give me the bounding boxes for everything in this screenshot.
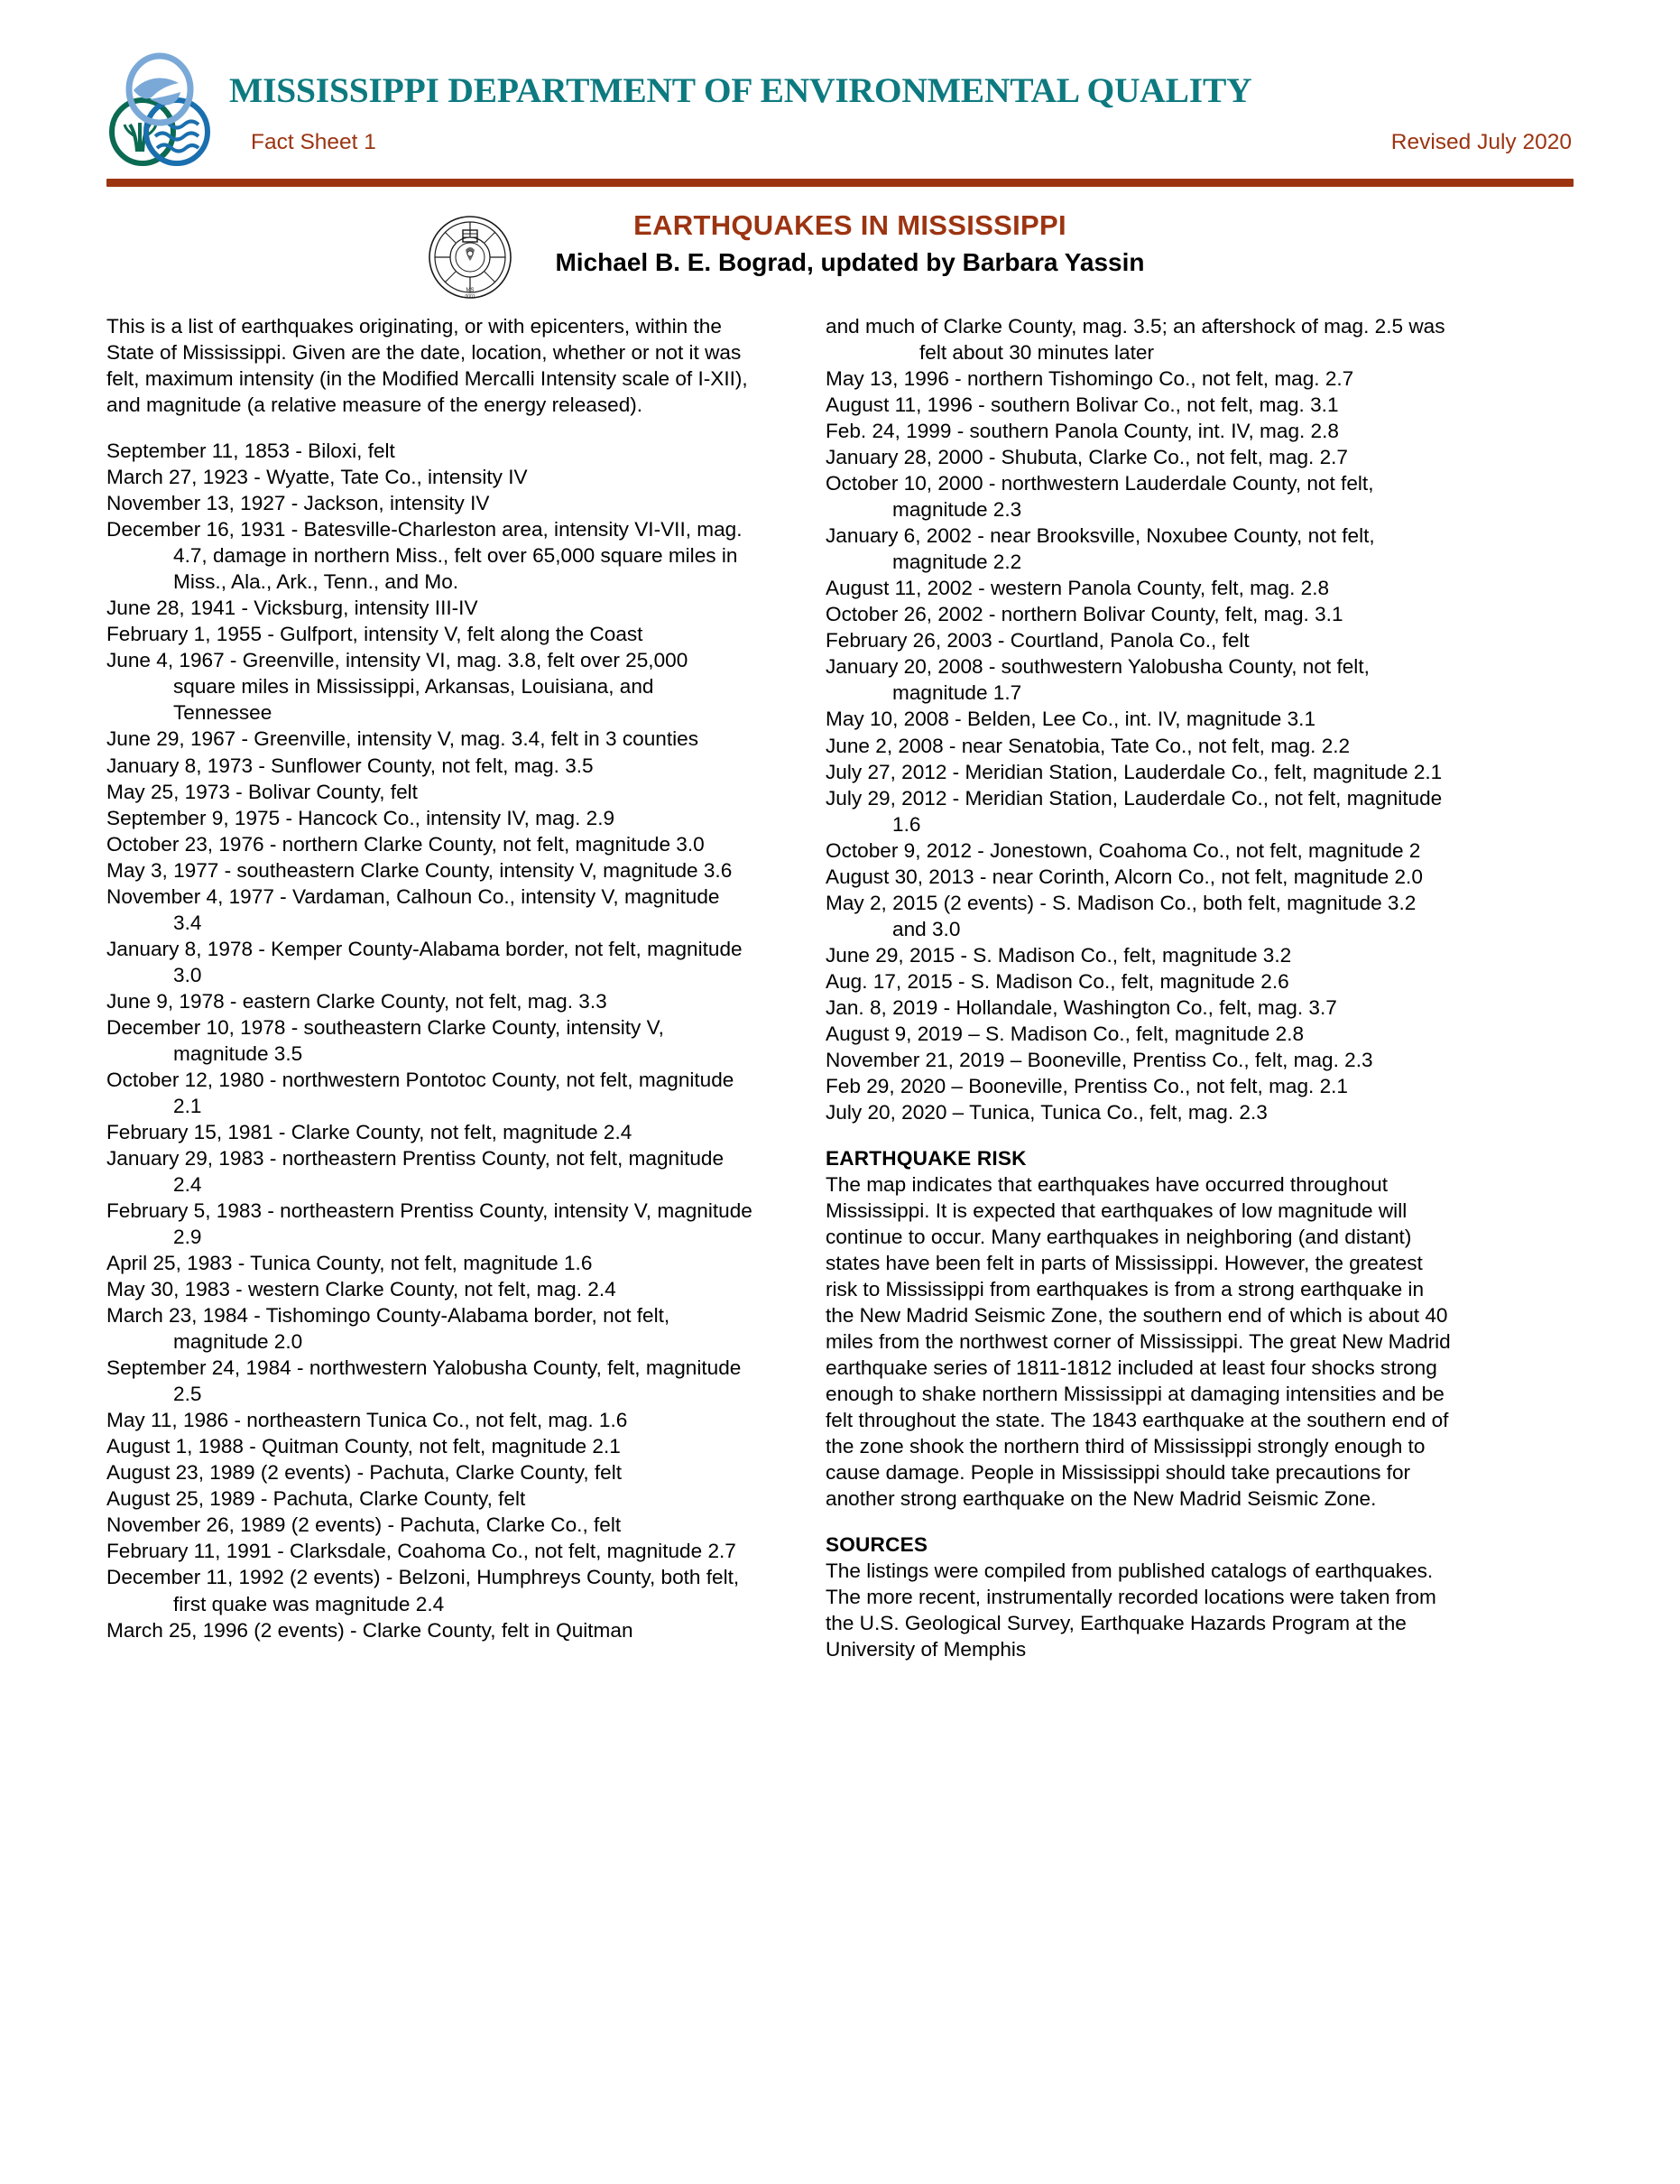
list-item: November 4, 1977 - Vardaman, Calhoun Co., intensity V, magnitude 3.4: [106, 884, 720, 934]
list-item: May 25, 1973 - Bolivar County, felt: [106, 780, 418, 803]
list-item: March 23, 1984 - Tishomingo County-Alabama border, not felt, magnitude 2.0: [106, 1304, 670, 1354]
svg-text:MS: MS: [466, 288, 475, 293]
list-item: August 9, 2019 – S. Madison Co., felt, magnitude 2.8: [826, 1022, 1305, 1045]
masthead: [0, 0, 1680, 168]
list-item: October 26, 2002 - northern Bolivar County, felt, mag. 3.1: [826, 603, 1343, 626]
list-item: August 30, 2013 - near Corinth, Alcorn Co., not felt, magnitude 2.0: [826, 865, 1423, 888]
list-item: May 3, 1977 - southeastern Clarke County, intensity V, magnitude 3.6: [106, 858, 733, 882]
list-item: April 25, 1983 - Tunica County, not felt, magnitude 1.6: [106, 1252, 593, 1275]
list-item: August 11, 1996 - southern Bolivar Co., not felt, mag. 3.1: [826, 393, 1339, 417]
list-item: November 13, 1927 - Jackson, intensity IV: [106, 492, 490, 515]
list-item: Jan. 8, 2019 - Hollandale, Washington Co., felt, mag. 3.7: [826, 995, 1337, 1019]
left-column: [106, 313, 779, 1663]
right-column: [779, 313, 1451, 1663]
list-item: June 28, 1941 - Vicksburg, intensity III-IV: [106, 597, 478, 620]
list-item: September 9, 1975 - Hancock Co., intensity IV, mag. 2.9: [106, 806, 615, 829]
right-earthquake-list: [826, 366, 1451, 1125]
list-item: June 2, 2008 - near Senatobia, Tate Co., not felt, mag. 2.2: [826, 734, 1351, 757]
earthquake-risk-body: The map indicates that earthquakes have occurred throughout Mississippi. It is expected that earthquakes of low magnitude will continue to occur. Many earthquakes in neighboring (and distant) states have been felt in parts of Mississippi. However, the greatest risk to Mississippi from earthquakes is from a strong earthquake in the New Madrid Seismic Zone, the southern end of which is about 40 miles from the northwest corner of Mississippi. The great New Madrid earthquake series of 1811-1812 included at least four shocks strong enough to shake northern Mississippi at damaging intensities and be felt throughout the state. The 1843 earthquake at the southern end of the zone shook the northern third of Mississippi strongly enough to cause damage. People in Mississippi should take precautions for another strong earthquake on the New Madrid Seismic Zone.: [826, 1172, 1451, 1511]
revised-date-label: Revised July 2020: [1390, 130, 1572, 155]
list-item: March 27, 1923 - Wyatte, Tate Co., intensity IV: [106, 466, 528, 489]
fact-sheet-label: Fact Sheet 1: [251, 130, 376, 155]
masthead-text: [213, 47, 1574, 155]
list-item: September 11, 1853 - Biloxi, felt: [106, 440, 395, 463]
list-item: May 10, 2008 - Belden, Lee Co., int. IV, magnitude 3.1: [826, 708, 1316, 731]
page-title: EARTHQUAKES IN MISSISSIPPI: [633, 209, 1066, 241]
svg-text:0001: 0001: [465, 294, 476, 300]
list-item: August 11, 2002 - western Panola County, felt, mag. 2.8: [826, 577, 1330, 600]
list-item: January 8, 1973 - Sunflower County, not felt, mag. 3.5: [106, 754, 594, 777]
list-item: January 6, 2002 - near Brooksville, Noxubee County, not felt, magnitude 2.2: [826, 524, 1375, 574]
body-columns: [0, 301, 1680, 1663]
list-item: February 26, 2003 - Courtland, Panola Co., felt: [826, 629, 1250, 652]
org-title: MISSISSIPPI DEPARTMENT OF ENVIRONMENTAL QUALITY: [229, 70, 1252, 110]
earthquake-risk-heading: EARTHQUAKE RISK: [826, 1146, 1027, 1170]
list-item: December 16, 1931 - Batesville-Charleston area, intensity VI-VII, mag. 4.7, damage in northern Miss., felt over 65,000 square miles in Miss., Ala., Ark., Tenn., and Mo.: [106, 518, 743, 594]
list-item: March 25, 1996 (2 events) - Clarke County, felt in Quitman: [106, 1618, 633, 1642]
document-title-block: [0, 187, 1680, 301]
list-item: December 10, 1978 - southeastern Clarke County, intensity V, magnitude 3.5: [106, 1015, 664, 1065]
mdeq-logo-icon: [106, 52, 213, 168]
list-item: May 13, 1996 - northern Tishomingo Co., not felt, mag. 2.7: [826, 367, 1354, 391]
list-item: June 29, 1967 - Greenville, intensity V, mag. 3.4, felt in 3 counties: [106, 727, 699, 751]
list-item: February 5, 1983 - northeastern Prentiss County, intensity V, magnitude 2.9: [106, 1199, 752, 1249]
list-item: Aug. 17, 2015 - S. Madison Co., felt, magnitude 2.6: [826, 969, 1289, 993]
list-item: May 2, 2015 (2 events) - S. Madison Co., both felt, magnitude 3.2 and 3.0: [826, 891, 1417, 940]
sources-heading: SOURCES: [826, 1533, 928, 1557]
section-spacer-2: [826, 1512, 1451, 1533]
list-item: May 11, 1986 - northeastern Tunica Co., not felt, mag. 1.6: [106, 1409, 628, 1432]
list-item: July 29, 2012 - Meridian Station, Lauderdale Co., not felt, magnitude 1.6: [826, 786, 1443, 836]
list-item: August 23, 1989 (2 events) - Pachuta, Clarke County, felt: [106, 1461, 623, 1485]
sources-body: The listings were compiled from published catalogs of earthquakes. The more recent, instrumentally recorded locations were taken from the U.S. Geological Survey, Earthquake Hazards Program at the University of Memphis: [826, 1559, 1436, 1661]
list-item: October 12, 1980 - northwestern Pontotoc County, not felt, magnitude 2.1: [106, 1068, 734, 1117]
list-item: September 24, 1984 - northwestern Yalobusha County, felt, magnitude 2.5: [106, 1356, 742, 1406]
titles: [513, 208, 1252, 278]
list-item: February 11, 1991 - Clarksdale, Coahoma Co., not felt, magnitude 2.7: [106, 1540, 736, 1563]
list-item: December 11, 1992 (2 events) - Belzoni, Humphreys County, both felt, first quake was magnitude 2.4: [106, 1566, 740, 1615]
list-item: October 10, 2000 - northwestern Lauderdale County, not felt, magnitude 2.3: [826, 472, 1374, 522]
list-item: January 28, 2000 - Shubuta, Clarke Co., not felt, mag. 2.7: [826, 446, 1348, 469]
authors-line: Michael B. E. Bograd, updated by Barbara Yassin: [555, 248, 1145, 277]
list-item: July 20, 2020 – Tunica, Tunica Co., felt, mag. 2.3: [826, 1100, 1268, 1124]
list-item: October 9, 2012 - Jonestown, Coahoma Co., not felt, magnitude 2: [826, 838, 1421, 862]
list-item: July 27, 2012 - Meridian Station, Lauderdale Co., felt, magnitude 2.1: [826, 760, 1443, 783]
continuation-entry: and much of Clarke County, mag. 3.5; an aftershock of mag. 2.5 was felt about 30 minutes later: [826, 315, 1445, 365]
list-item: January 8, 1978 - Kemper County-Alabama border, not felt, magnitude 3.0: [106, 937, 743, 986]
list-item: June 29, 2015 - S. Madison Co., felt, magnitude 3.2: [826, 943, 1292, 967]
sheet-meta-row: [229, 130, 1574, 155]
list-item: Feb 29, 2020 – Booneville, Prentiss Co., not felt, mag. 2.1: [826, 1074, 1348, 1097]
list-item: November 26, 1989 (2 events) - Pachuta, Clarke Co., felt: [106, 1513, 622, 1537]
registered-professional-geologist-seal-icon: [427, 214, 513, 301]
list-item: October 23, 1976 - northern Clarke County, not felt, magnitude 3.0: [106, 832, 705, 856]
list-item: Feb. 24, 1999 - southern Panola County, int. IV, mag. 2.8: [826, 420, 1339, 443]
left-earthquake-list: [106, 438, 753, 1643]
list-item: February 1, 1955 - Gulfport, intensity V, felt along the Coast: [106, 623, 643, 646]
header-divider: [106, 179, 1574, 187]
list-item: August 1, 1988 - Quitman County, not felt, magnitude 2.1: [106, 1435, 621, 1458]
list-item: June 9, 1978 - eastern Clarke County, not felt, mag. 3.3: [106, 989, 607, 1013]
section-spacer: [826, 1125, 1451, 1147]
list-item: November 21, 2019 – Booneville, Prentiss Co., felt, mag. 2.3: [826, 1048, 1373, 1071]
list-item: August 25, 1989 - Pachuta, Clarke County, felt: [106, 1487, 526, 1511]
list-item: May 30, 1983 - western Clarke County, not felt, mag. 2.4: [106, 1278, 616, 1301]
list-item: June 4, 1967 - Greenville, intensity VI, mag. 3.8, felt over 25,000 square miles in Mississippi, Arkansas, Louisiana, and Tennessee: [106, 649, 688, 725]
list-item: January 20, 2008 - southwestern Yalobusha County, not felt, magnitude 1.7: [826, 655, 1370, 705]
list-item: January 29, 1983 - northeastern Prentiss County, not felt, magnitude 2.4: [106, 1146, 725, 1196]
list-item: February 15, 1981 - Clarke County, not felt, magnitude 2.4: [106, 1120, 632, 1143]
intro-paragraph: This is a list of earthquakes originating, or with epicenters, within the State of Mississippi. Given are the date, location, whether or not it was felt, maximum intensity (in the Modified Mercalli Intensity scale of I-XII), and magnitude (a relative measure of the energy released).: [106, 315, 748, 417]
